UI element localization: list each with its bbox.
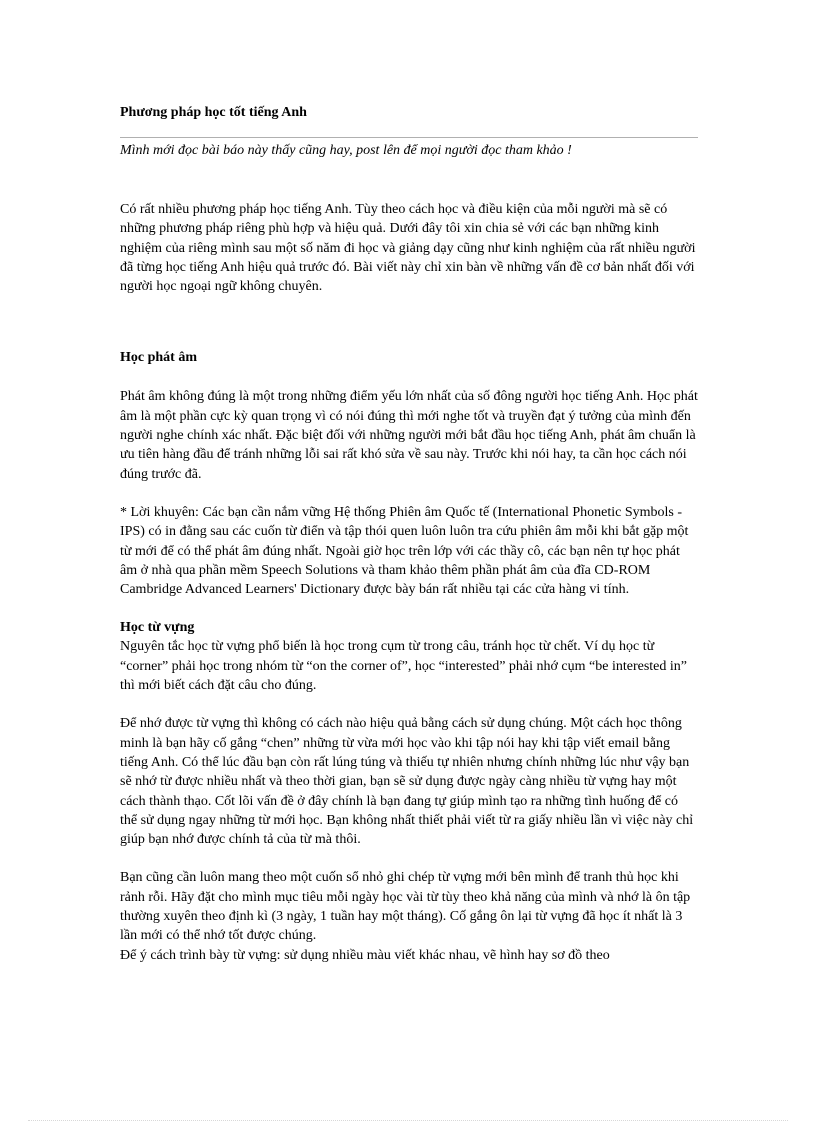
pronunciation-advice-paragraph: * Lời khuyên: Các bạn cần nắm vững Hệ thống Phiên âm Quốc tế (International Phonetic Symbols - IPS) có in đằng sau các cuốn từ điển và tập thói quen luôn luôn tra cứu phiên âm mỗi khi bắt gặp một từ mới để có thể phát âm đúng nhất. Ngoài giờ học trên lớp với các thầy cô, các bạn nên tự học phát âm ở nhà qua phần mềm Speech Solutions và tham khảo thêm phần phát âm của đĩa CD-ROM Cambridge Advanced Learners' Dictionary được bày bán rất nhiều tại các cửa hàng vi tính. <box>120 504 689 598</box>
section-heading-vocabulary: Học từ vựng <box>120 620 195 636</box>
vocabulary-paragraph-4: Để ý cách trình bày từ vựng: sử dụng nhiều màu viết khác nhau, vẽ hình hay sơ đồ theo <box>120 947 610 963</box>
vocabulary-paragraph-1: Nguyên tắc học từ vựng phổ biến là học trong cụm từ trong câu, tránh học từ chết. Ví dụ học từ “corner” phải học trong nhóm từ “on the corner of”, học “interested” phải nhớ cụm “be interested in” thì mới biết cách đặt câu cho đúng. <box>120 639 687 694</box>
document-page <box>120 104 698 965</box>
title-divider <box>120 137 698 138</box>
intro-paragraph: Có rất nhiều phương pháp học tiếng Anh. Tùy theo cách học và điều kiện của mỗi người mà sẽ có những phương pháp riêng phù hợp và hiệu quả. Dưới đây tôi xin chia sẻ với các bạn những kinh nghiệm của riêng mình sau một số năm đi học và giảng dạy cũng như kinh nghiệm của rất nhiều người đã từng học tiếng Anh hiệu quả trước đó. Bài viết này chỉ xin bàn về những vấn đề cơ bản nhất đối với người học ngoại ngữ không chuyên. <box>120 202 696 295</box>
document-title: Phương pháp học tốt tiếng Anh <box>120 105 307 120</box>
pronunciation-paragraph-1: Phát âm không đúng là một trong những điểm yếu lớn nhất của số đông người học tiếng Anh. Học phát âm là một phần cực kỳ quan trọng vì có nói đúng thì mới nghe tốt và truyền đạt ý tưởng của mình đến người nghe chính xác nhất. Đặc biệt đối với những người mới bắt đầu học tiếng Anh, phát âm chuẩn là ưu tiên hàng đầu để tránh những lỗi sai rất khó sửa về sau này. Trước khi nói hay, ta cần học cách nói đúng trước đã. <box>120 389 698 482</box>
page-bottom-border <box>28 1120 788 1121</box>
vocabulary-paragraph-2: Để nhớ được từ vựng thì không có cách nào hiệu quả bằng cách sử dụng chúng. Một cách học thông minh là bạn hãy cố gắng “chen” những từ vừa mới học vào khi tập nói hay khi tập viết email bằng tiếng Anh. Có thể lúc đầu bạn còn rất lúng túng và thiếu tự nhiên nhưng chính những lúc như vậy bạn sẽ nhớ từ được nhiều nhất và theo thời gian, bạn sẽ sử dụng được ngày càng nhiều từ vựng hay một cách thành thạo. Cốt lõi vấn đề ở đây chính là bạn đang tự giúp mình tạo ra những tình huống để có thể sử dụng ngay những từ mới học. Bạn không nhất thiết phải viết từ ra giấy nhiều lần vì việc này chỉ giúp bạn nhớ được chính tả của từ mà thôi. <box>120 716 694 848</box>
document-subtitle: Mình mới đọc bài báo này thấy cũng hay, post lên để mọi người đọc tham khảo ! <box>120 143 572 158</box>
section-heading-pronunciation: Học phát âm <box>120 350 197 366</box>
vocabulary-paragraph-3: Bạn cũng cần luôn mang theo một cuốn sổ nhỏ ghi chép từ vựng mới bên mình để tranh thủ học khi rảnh rỗi. Hãy đặt cho mình mục tiêu mỗi ngày học vài từ tùy theo khả năng của mình và nhớ là ôn tập thường xuyên theo định kì (3 ngày, 1 tuần hay một tháng). Cố gắng ôn lại từ vựng đã học ít nhất là 3 lần mới có thể nhớ tốt được chúng. <box>120 870 691 944</box>
